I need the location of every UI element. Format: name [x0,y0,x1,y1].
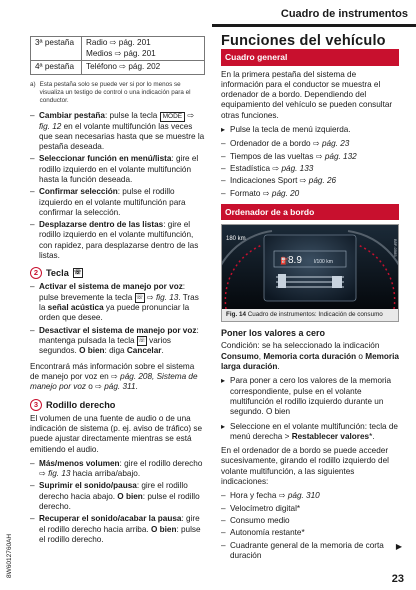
action-step: ▸ Seleccione en el volante multifunción: tecla de menú derecha > Restablecer valores*. [221,422,399,443]
list-item: – Tiempos de las vueltas ⇨ pág. 132 [221,152,399,162]
list-item: – Velocímetro digital* [221,504,399,514]
onboard-list [221,491,399,561]
action-step: ▸ Para poner a cero los valores de la memoria correspondiente, pulse en el volante multifunción el rodillo izquierdo durante un segundo. O bien [221,376,399,417]
list-item: – Estadística ⇨ pág. 133 [221,164,399,174]
section-bar: Cuadro general [221,49,399,65]
roller-text: El volumen de una fuente de audio o de una indicación de sistema (p. ej. aviso de tráfico) se puede ajustar directamente mientras se está emitiendo el audio. [30,413,203,454]
right-column [221,33,399,566]
consumption-unit: l/100 km [314,259,333,266]
onboard-text: En el ordenador de a bordo se puede acceder sucesivamente, girando el rodillo izquierdo del volante multifunción, a las siguientes indicaciones: [221,446,389,487]
document-code: 8W6012760AH [6,533,13,578]
condition-text: Condición: se ha seleccionado la indicación Consumo, Memoria corta duración o Memoria larga duración. [221,341,399,372]
list-item: – Consumo medio [221,516,399,526]
list-item: – Formato ⇨ pág. 20 [221,189,399,199]
list-item: – Seleccionar función en menú/lista: gire el rodillo izquierdo en el volante multifunción hasta la función deseada. [30,154,205,185]
fuel-pump-icon: ⛽ [280,257,289,266]
section-right-roller: 3 Rodillo derecho [30,399,205,411]
section-heading: Poner los valores a cero [221,328,326,339]
list-item: – Hora y fecha ⇨ pág. 310 [221,491,399,501]
tab-table [30,36,205,75]
list-item: – Más/menos volumen: gire el rodillo derecho ⇨ fig. 13 hacia arriba/abajo. [30,459,205,480]
header-title: Cuadro de instrumentos [280,8,408,20]
instrument-cluster-image [222,225,398,309]
continue-arrow-icon: ▶ [395,542,402,551]
list-item: – Activar el sistema de manejo por voz: pulse brevemente la tecla ☏ ⇨ fig. 13. Tras la señal acústica ya puede pronunciar la orden que desee. [30,282,205,323]
table-row: 3ª pestaña Radio ⇨ pág. 201 Medios ⇨ pág. 201 [31,37,205,61]
table-row: 4ª pestaña Teléfono ⇨ pág. 202 [31,61,205,75]
page-number: 23 [391,573,404,585]
list-item: – Confirmar selección: pulse el rodillo izquierdo en el volante multifunción para confirmar la selección. [30,187,205,218]
list-item: – Indicaciones Sport ⇨ pág. 26 [221,176,399,186]
range-readout: 180 km [226,236,246,243]
list-item: – Cambiar pestaña: pulse la tecla MODE ⇨ fig. 12 en el volante multifunción las veces que sean necesarias hasta que se muestre la pestaña deseada. [30,111,205,153]
figure [221,224,399,322]
list-item: – Desactivar el sistema de manejo por voz: mantenga pulsada la tecla ☏ varios segundos. O bien: diga Cancelar. [30,326,205,357]
action-step: ▸ Pulse la tecla de menú izquierda. [221,125,399,135]
voice-list [30,282,205,356]
list-item: – Suprimir el sonido/pausa: gire el rodillo derecho hacia abajo. O bien: pulse el rodillo derecho. [30,481,205,512]
footnote: a) Esta pestaña solo se puede ver si por lo menos se visualiza un testigo de control o una indicación para el conductor. [30,80,191,104]
consumption-value: 8.9 [288,255,302,267]
header-rule [212,24,416,27]
voice-more: Encontrará más información sobre el sistema de manejo por voz en ⇨ pág. 208, Sistema de manejo por voz o ⇨ pág. 311. [30,361,198,392]
voice-key-icon: ☏ [138,338,146,345]
list-item: – Recuperar el sonido/acabar la pausa: gire el rodillo derecho hacia arriba. O bien: pulse el rodillo derecho. [30,514,205,545]
figure-code: B5F-0585 [393,239,398,257]
list-item: – Ordenador de a bordo ⇨ pág. 23 [221,139,399,149]
navigation-list [30,111,205,262]
section-voice-key: 2 Tecla ☏ [30,267,205,279]
mode-key-icon: MODE [160,112,186,122]
list-item: – Desplazarse dentro de las listas: gire el rodillo izquierdo en el volante multifunción, con rapidez, para desplazarse dentro de las listas. [30,220,205,261]
page-title: Funciones del vehículo [221,33,386,49]
voice-key-icon: ☏ [74,270,82,277]
intro-text: En la primera pestaña del sistema de información para el conductor se muestra el ordenador de a bordo. Dependiendo del equipamiento del vehículo se pueden consultar otras funciones. [221,69,393,120]
left-column [30,36,205,550]
functions-list [221,139,399,198]
list-item: – Cuadrante general de la memoria de corta duración [221,541,399,562]
voice-key-icon: ☏ [135,294,144,301]
figure-caption: Fig. 14 Cuadro de instrumentos: Indicación de consumo [226,311,383,319]
roller-list [30,459,205,545]
list-item: – Autonomía restante* [221,528,399,538]
section-bar: Ordenador de a bordo [221,204,399,220]
